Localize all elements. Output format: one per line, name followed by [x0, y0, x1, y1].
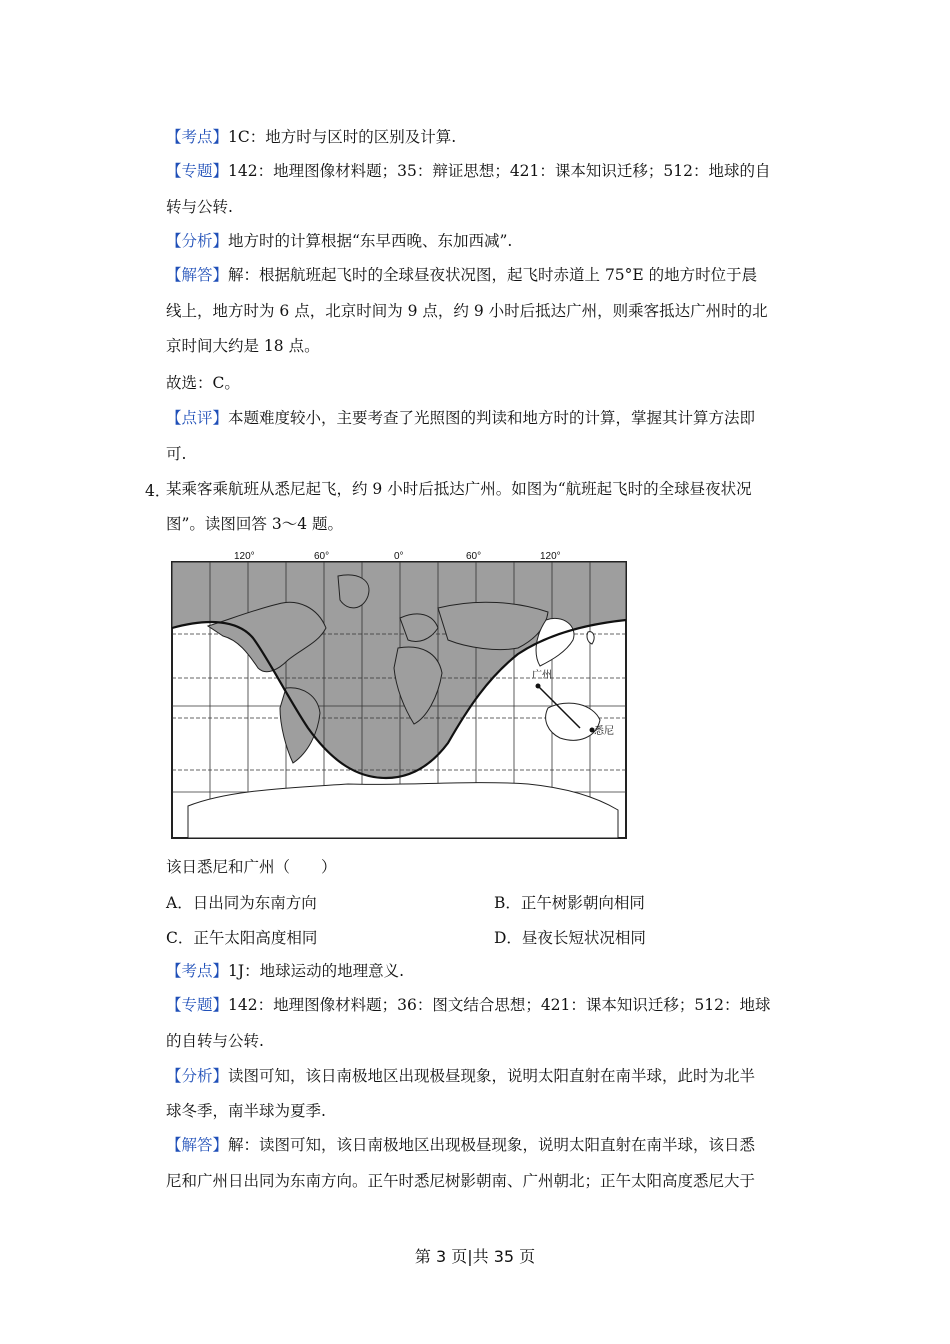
fenxi-line-b1 — [166, 1066, 755, 1086]
world-day-night-map — [168, 548, 630, 840]
zhuanti-line-2: 转与公转. — [166, 198, 233, 216]
zhuanti-line-b2: 的自转与公转. — [166, 1032, 264, 1050]
option-a: A．日出同为东南方向 — [166, 894, 317, 912]
zhuanti-line-b1 — [166, 995, 771, 1015]
jieda-line-3: 京时间大约是 18 点。 — [166, 337, 320, 355]
jieda-line-b2: 尼和广州日出同为东南方向。正午时悉尼树影朝南、广州朝北；正午太阳高度悉尼大于 — [166, 1172, 756, 1190]
dianping-line-2: 可. — [166, 445, 187, 463]
lon-label-120e: 120° — [540, 551, 561, 562]
page-footer: 第 3 页|共 35 页 — [414, 1247, 536, 1266]
lon-label-60w: 60° — [314, 551, 330, 562]
jieda-line-b1 — [166, 1135, 755, 1155]
lon-label-60e: 60° — [466, 551, 482, 562]
dianping-line-1 — [166, 408, 755, 428]
lon-label-0: 0° — [394, 551, 404, 562]
kaodian-line-2 — [166, 961, 404, 981]
zhuanti-tag-2: 【专题】 — [166, 996, 229, 1014]
fenxi-line-b2: 球冬季，南半球为夏季. — [166, 1102, 326, 1120]
zhuanti-text: 142：地理图像材料题；35：辩证思想；421：课本知识迁移；512：地球的自 — [228, 162, 771, 180]
guangzhou-label: 广州 — [532, 670, 552, 681]
kaodian-tag-2: 【考点】 — [166, 962, 229, 980]
guangzhou-dot — [536, 684, 541, 689]
question-stem-2: 图”。读图回答 3～4 题。 — [166, 515, 344, 533]
answer-line: 故选：C。 — [166, 374, 240, 392]
fenxi-text: 地方时的计算根据“东早西晚、东加西减”. — [228, 232, 513, 250]
fenxi-tag-2: 【分析】 — [166, 1067, 229, 1085]
option-d: D．昼夜长短状况相同 — [494, 929, 646, 947]
zhuanti-tag: 【专题】 — [166, 162, 229, 180]
dianping-tag: 【点评】 — [166, 409, 229, 427]
sydney-label: 悉尼 — [594, 726, 614, 737]
option-c: C．正午太阳高度相同 — [166, 929, 318, 947]
sub-question-stem: 该日悉尼和广州（ ） — [166, 858, 337, 876]
jieda-line-2: 线上，地方时为 6 点，北京时间为 9 点，约 9 小时后抵达广州，则乘客抵达广州时的北 — [166, 302, 768, 320]
dianping-text: 本题难度较小，主要考查了光照图的判读和地方时的计算，掌握其计算方法即 — [228, 409, 756, 427]
question-number: 4． — [145, 482, 171, 500]
fenxi-line-1 — [166, 231, 512, 251]
jieda-tag-2: 【解答】 — [166, 1136, 229, 1154]
zhuanti-text-2: 142：地理图像材料题；36：图文结合思想；421：课本知识迁移；512：地球 — [228, 996, 771, 1014]
kaodian-text-2: 1J：地球运动的地理意义. — [228, 962, 405, 980]
option-b: B．正午树影朝向相同 — [494, 894, 645, 912]
jieda-text-2: 解：读图可知，该日南极地区出现极昼现象，说明太阳直射在南半球，该日悉 — [228, 1136, 756, 1154]
jieda-text: 解：根据航班起飞时的全球昼夜状况图，起飞时赤道上 75°E 的地方时位于晨 — [228, 266, 758, 284]
jieda-tag: 【解答】 — [166, 266, 229, 284]
jieda-line-1 — [166, 265, 757, 285]
fenxi-tag: 【分析】 — [166, 232, 229, 250]
kaodian-text: 1C：地方时与区时的区别及计算. — [228, 128, 457, 146]
kaodian-tag: 【考点】 — [166, 128, 229, 146]
kaodian-line-1 — [166, 127, 456, 147]
fenxi-text-2: 读图可知，该日南极地区出现极昼现象，说明太阳直射在南半球，此时为北半 — [228, 1067, 756, 1085]
lon-label-120w: 120° — [234, 551, 255, 562]
question-stem-1: 某乘客乘航班从悉尼起飞，约 9 小时后抵达广州。如图为“航班起飞时的全球昼夜状况 — [166, 480, 752, 498]
zhuanti-line-1 — [166, 161, 771, 181]
